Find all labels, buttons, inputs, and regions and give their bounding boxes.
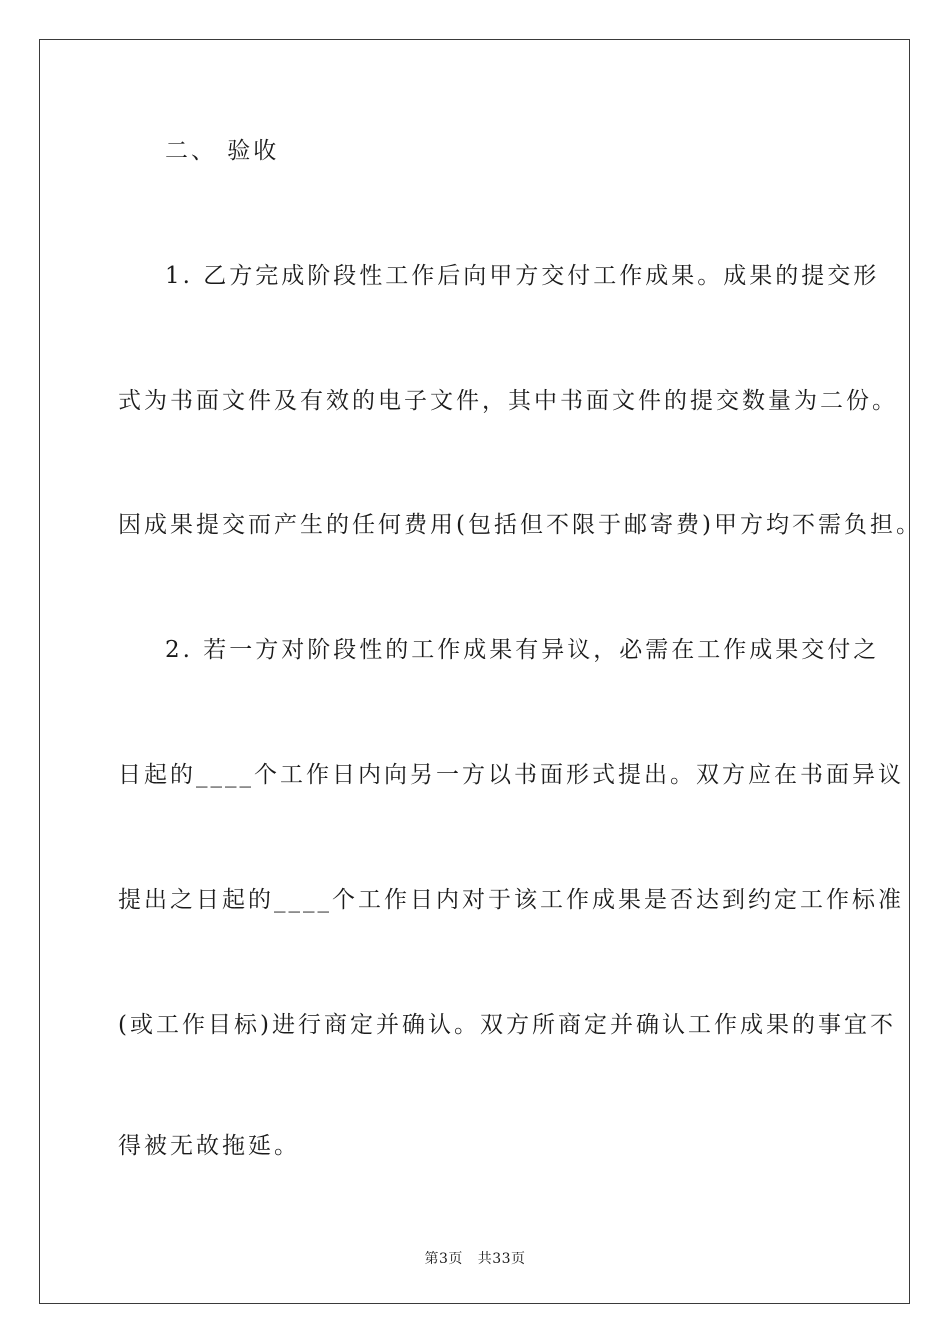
paragraph-2-line-4: (或工作目标)进行商定并确认。双方所商定并确认工作成果的事宜不 <box>118 1012 896 1038</box>
section-heading: 二、 验收 <box>165 138 280 164</box>
page-border <box>39 39 910 1304</box>
paragraph-1-line-2: 式为书面文件及有效的电子文件，其中书面文件的提交数量为二份。 <box>118 388 898 414</box>
paragraph-2-line-3: 提出之日起的____个工作日内对于该工作成果是否达到约定工作标准 <box>118 887 904 913</box>
paragraph-2-line-2: 日起的____个工作日内向另一方以书面形式提出。双方应在书面异议 <box>118 762 904 788</box>
page-number-footer: 第3页 共33页 <box>424 1251 526 1267</box>
paragraph-2-line-1: 2. 若一方对阶段性的工作成果有异议，必需在工作成果交付之 <box>165 637 880 663</box>
paragraph-1-line-3: 因成果提交而产生的任何费用(包括但不限于邮寄费)甲方均不需负担。 <box>118 512 922 538</box>
paragraph-2-line-5: 得被无故拖延。 <box>118 1133 300 1159</box>
paragraph-1-line-1: 1. 乙方完成阶段性工作后向甲方交付工作成果。成果的提交形 <box>165 263 880 289</box>
